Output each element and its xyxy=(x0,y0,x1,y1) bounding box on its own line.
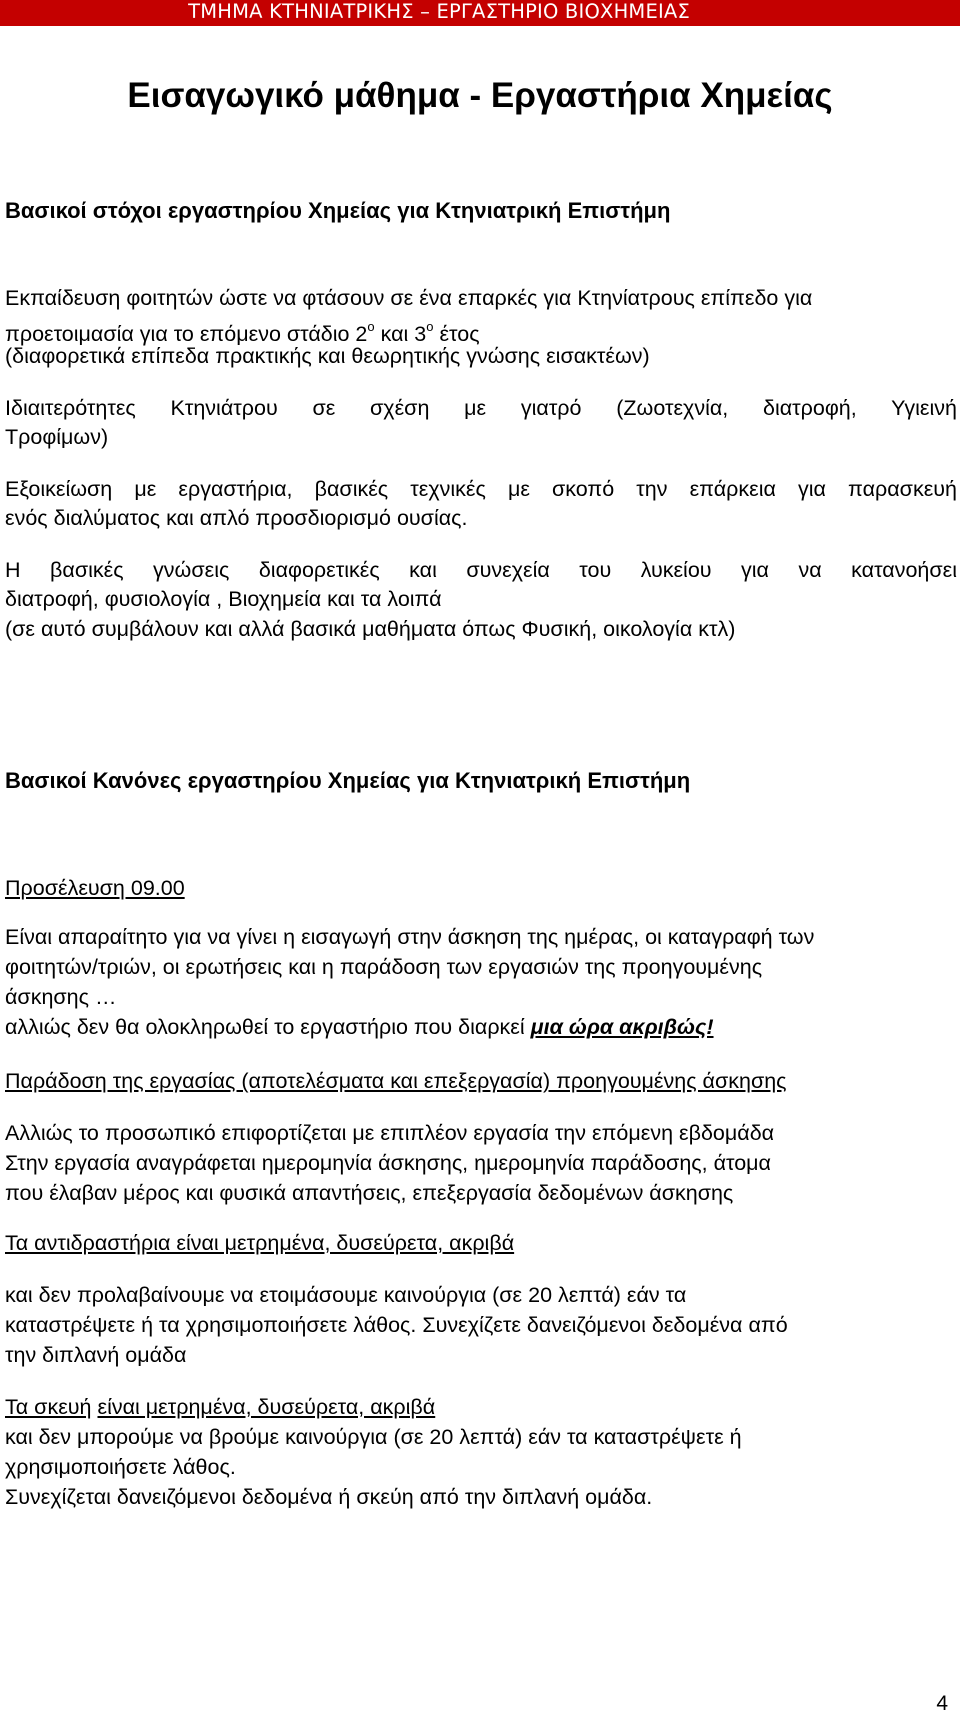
page-title: Εισαγωγικό μάθημα - Εργαστήρια Χημείας xyxy=(127,76,833,115)
goal-4-line-3: (σε αυτό συμβάλουν και αλλά βασικά μαθήματα όπως Φυσική, οικολογία κτλ) xyxy=(5,617,736,641)
header-text: ΤΜΗΜΑ ΚΤΗΝΙΑΤΡΙΚΗΣ – ΕΡΓΑΣΤΗΡΙΟ ΒΙΟΧΗΜΕΙΑΣ xyxy=(188,0,690,23)
delivery-line-3: που έλαβαν μέρος και φυσικά απαντήσεις, επεξεργασία δεδομένων άσκησης xyxy=(5,1181,734,1205)
arrival-line-2: φοιτητών/τριών, οι ερωτήσεις και η παράδοση των εργασιών της προηγουμένης xyxy=(5,955,763,979)
goal-2-line-2: Τροφίμων) xyxy=(5,425,109,449)
equipment-line-2: χρησιμοποιήσετε λάθος. xyxy=(5,1455,236,1479)
reagents-line-2: καταστρέψετε ή τα χρησιμοποιήσετε λάθος. Συνεχίζετε δανειζόμενοι δεδομένα από xyxy=(5,1313,788,1337)
document-header-bar xyxy=(0,0,960,26)
reagents-line-1: και δεν προλαβαίνουμε να ετοιμάσουμε καινούργια (σε 20 λεπτά) εάν τα xyxy=(5,1283,687,1307)
goal-4-line-2: διατροφή, φυσιολογία , Βιοχημεία και τα λοιπά xyxy=(5,587,442,611)
delivery-line-2: Στην εργασία αναγράφεται ημερομηνία άσκησης, ημερομηνία παράδοσης, άτομα xyxy=(5,1151,771,1175)
arrival-line-1: Είναι απαραίτητο για να γίνει η εισαγωγή στην άσκηση της ημέρας, οι καταγραφή των xyxy=(5,925,815,949)
assignment-delivery-heading: Παράδοση της εργασίας (αποτελέσματα και επεξεργασία) προηγουμένης άσκησης xyxy=(5,1069,787,1093)
goal-3-line-2: ενός διαλύματος και απλό προσδιορισμό ουσίας. xyxy=(5,506,468,530)
arrival-time-heading: Προσέλευση 09.00 xyxy=(5,876,185,900)
delivery-line-1: Αλλιώς το προσωπικό επιφορτίζεται με επιπλέον εργασία την επόμενη εβδομάδα xyxy=(5,1121,775,1145)
equipment-heading: Τα σκευή είναι μετρημένα, δυσεύρετα, ακριβά xyxy=(5,1395,436,1419)
page-number: 4 xyxy=(936,1692,948,1715)
goal-1-line-2: προετοιμασία για το επόμενο στάδιο $2^o$ και $3^o$ έτος xyxy=(5,319,480,346)
goal-4-line-1: Η βασικές γνώσεις διαφορετικές και συνεχεία του λυκείου για να κατανοήσει xyxy=(5,558,957,582)
equipment-line-1: και δεν μπορούμε να βρούμε καινούργια (σε 20 λεπτά) εάν τα καταστρέψετε ή xyxy=(5,1425,742,1449)
goal-1-line-3: (διαφορετικά επίπεδα πρακτικής και θεωρητικής γνώσης εισακτέων) xyxy=(5,344,650,368)
equipment-line-3: Συνεχίζεται δανειζόμενοι δεδομένα ή σκεύη από την διπλανή ομάδα. xyxy=(5,1485,653,1509)
reagents-heading: Τα αντιδραστήρια είναι μετρημένα, δυσεύρετα, ακριβά xyxy=(5,1231,515,1255)
one-hour-emphasis: μια ώρα ακριβώς! xyxy=(530,1015,714,1039)
arrival-line-4: αλλιώς δεν θα ολοκληρωθεί το εργαστήριο που διαρκεί μια ώρα ακριβώς! xyxy=(5,1015,714,1039)
section-goals-heading: Βασικοί στόχοι εργαστηρίου Χημείας για Κτηνιατρική Επιστήμη xyxy=(5,198,671,223)
goal-3-line-1: Εξοικείωση με εργαστήρια, βασικές τεχνικές με σκοπό την επάρκεια για παρασκευή xyxy=(5,477,957,501)
goal-1-line-1: Εκπαίδευση φοιτητών ώστε να φτάσουν σε ένα επαρκές για Κτηνίατρους επίπεδο για xyxy=(5,286,813,310)
goal-2-line-1: Ιδιαιτερότητες Κτηνιάτρου σε σχέση με γιατρό (Ζωοτεχνία, διατροφή, Υγιεινή xyxy=(5,396,957,420)
reagents-line-3: την διπλανή ομάδα xyxy=(5,1343,187,1367)
arrival-line-3: άσκησης … xyxy=(5,985,117,1009)
section-rules-heading: Βασικοί Κανόνες εργαστηρίου Χημείας για Κτηνιατρική Επιστήμη xyxy=(5,768,691,793)
